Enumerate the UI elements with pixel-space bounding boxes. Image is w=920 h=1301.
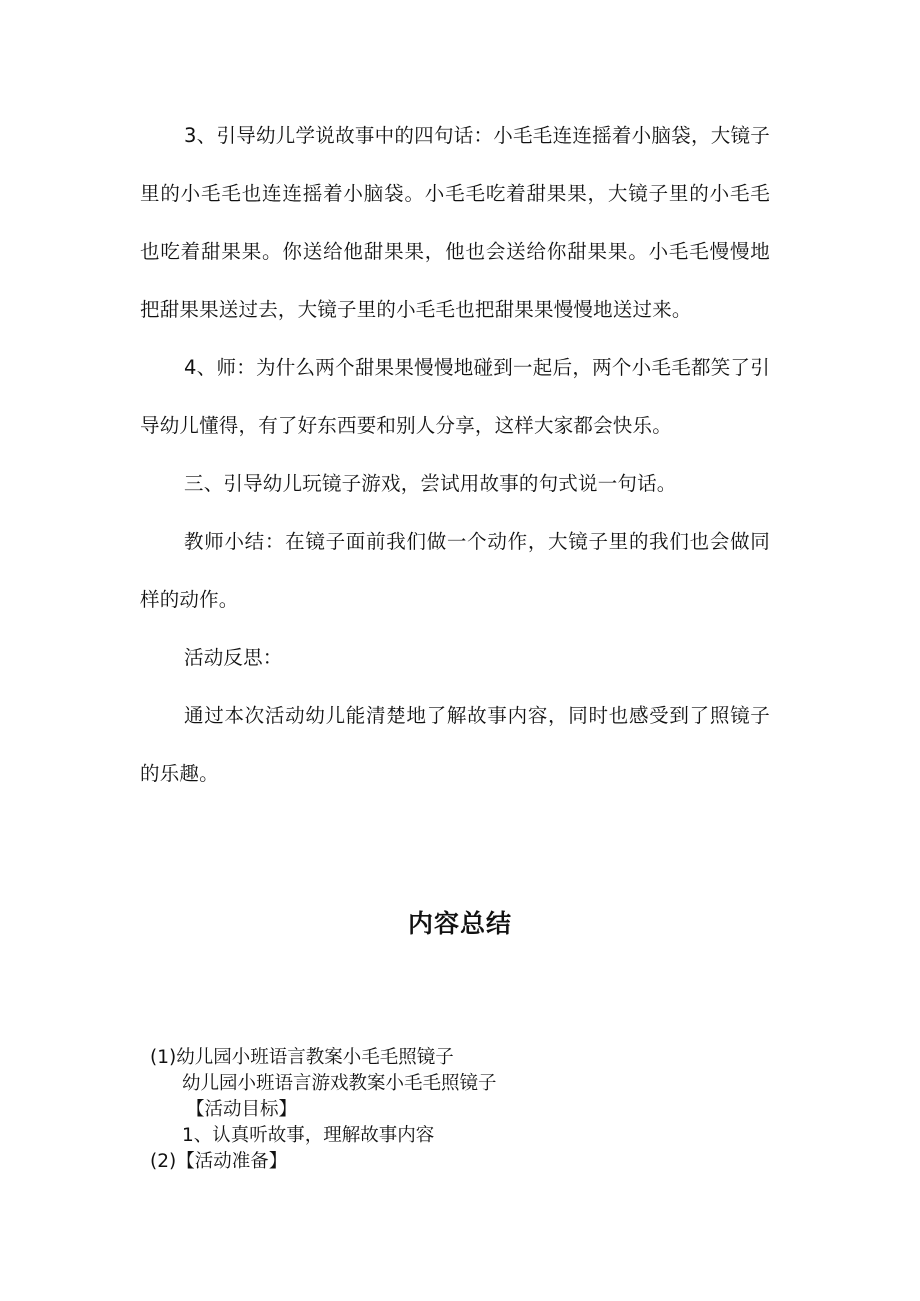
paragraph-step-4: 4、师：为什么两个甜果果慢慢地碰到一起后，两个小毛毛都笑了引导幼儿懂得，有了好东西要和别人分享，这样大家都会快乐。 <box>140 356 770 437</box>
summary-line-2: 幼儿园小班语言游戏教案小毛毛照镜子 <box>182 1073 497 1094</box>
heading-activity-reflection: 活动反思： <box>184 646 283 669</box>
summary-line-1: (1)幼儿园小班语言教案小毛毛照镜子 <box>150 1047 454 1068</box>
paragraph-reflection: 通过本次活动幼儿能清楚地了解故事内容，同时也感受到了照镜子的乐趣。 <box>140 704 770 785</box>
summary-title: 内容总结 <box>407 909 512 938</box>
summary-line-4: 1、认真听故事，理解故事内容 <box>182 1125 435 1146</box>
paragraph-teacher-summary: 教师小结：在镜子面前我们做一个动作，大镜子里的我们也会做同样的动作。 <box>140 530 770 611</box>
paragraph-section-3: 三、引导幼儿玩镜子游戏，尝试用故事的句式说一句话。 <box>184 472 677 495</box>
summary-line-3: 【活动目标】 <box>186 1099 298 1120</box>
paragraph-step-3: 3、引导幼儿学说故事中的四句话：小毛毛连连摇着小脑袋，大镜子里的小毛毛也连连摇着小脑袋。小毛毛吃着甜果果，大镜子里的小毛毛也吃着甜果果。你送给他甜果果，他也会送给你甜果果。小毛毛慢慢地把甜果果送过去，大镜子里的小毛毛也把甜果果慢慢地送过来。 <box>140 124 770 321</box>
summary-line-5: (2)【活动准备】 <box>150 1151 288 1172</box>
